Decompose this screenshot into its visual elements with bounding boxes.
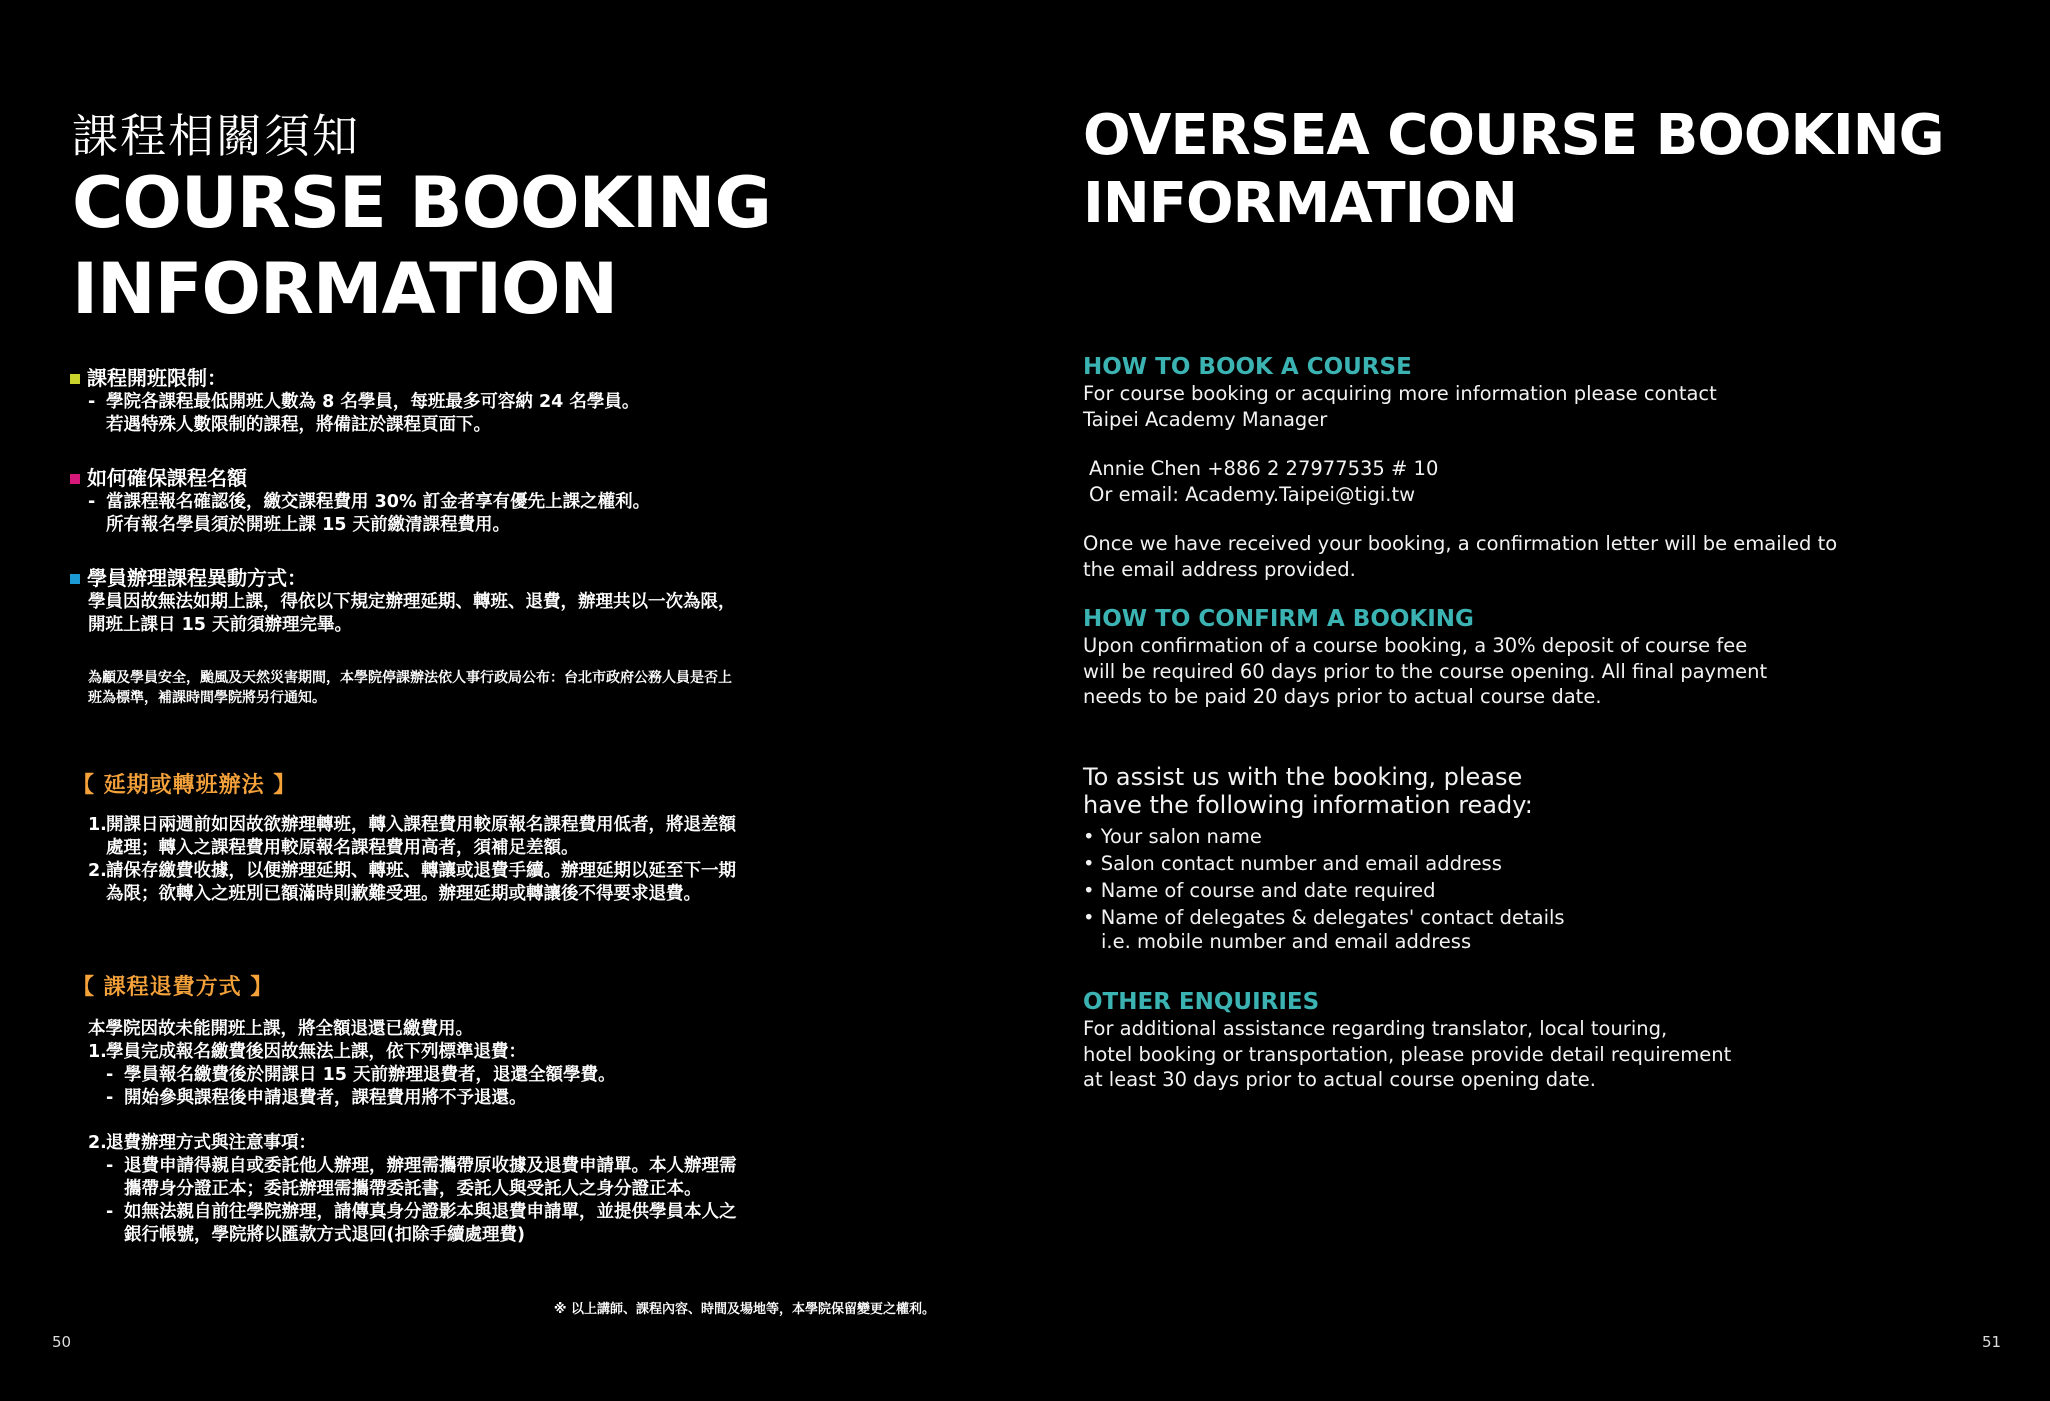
page-number-right: 51 [1982,1333,2002,1351]
section-line: 若遇特殊人數限制的課程，將備註於課程頁面下。 [106,415,491,435]
other-line: hotel booking or transportation, please provide detail requirement [1083,1042,1732,1066]
refund-intro: 本學院因故未能開班上課，將全額退還已繳費用。 [88,1019,473,1039]
section-line: 開班上課日 15 天前須辦理完畢。 [88,615,353,635]
refund-section [72,970,812,1001]
confirm-line: needs to be paid 20 days prior to actual course date. [1083,685,1602,708]
other-enquiries-section [1083,988,1983,1093]
list-item: 開始參與課程後申請退費者，課程費用將不予退還。 [124,1088,527,1108]
book-line: the email address provided. [1083,557,1356,581]
yellow-square-icon [70,374,80,384]
list-item: 請保存繳費收據，以便辦理延期、轉班、轉讓或退費手續。辦理延期以延至下一期 [106,861,736,881]
book-line: Taipei Academy Manager [1083,407,1328,431]
section-line: 學員因故無法如期上課，得依以下規定辦理延期、轉班、退費，辦理共以一次為限， [88,592,736,612]
confirm-line: will be required 60 days prior to the course opening. All final payment [1083,659,1768,683]
note-line: 為顧及學員安全，颱風及天然災害期間，本學院停課辦法依人事行政局公布：台北市政府公務人員是否上 [88,670,732,686]
assist-line: have the following information ready: [1083,791,1533,819]
section-line: 所有報名學員須於開班上課 15 天前繳清課程費用。 [106,515,511,535]
list-item: • Name of course and date required [1083,879,1436,902]
list-item: 退費辦理方式與注意事項： [106,1133,316,1153]
list-item: 退費申請得親自或委託他人辦理，辦理需攜帶原收據及退費申請單。本人辦理需 [124,1156,737,1176]
list-item: 學員報名繳費後於開課日 15 天前辦理退費者，退還全額學費。 [124,1065,616,1085]
how-to-book-section [1083,353,1983,582]
list-item: 為限；欲轉入之班別已額滿時則歉難受理。辦理延期或轉讓後不得要求退費。 [106,884,701,904]
list-item: 如無法親自前往學院辦理，請傳真身分證影本與退費申請單，並提供學員本人之 [124,1202,737,1222]
book-line: Once we have received your booking, a confirmation letter will be emailed to [1083,532,1838,555]
refund-heading: 【 課程退費方式 】 [72,975,274,1000]
page-title-zh: 課程相關須知 [72,109,360,163]
list-item: • Your salon name [1083,825,1262,848]
section-heading: 課程開班限制： [87,366,227,390]
how-to-confirm-section [1083,605,1983,710]
section-heading: 如何確保課程名額 [87,466,247,490]
note-line: 班為標準，補課時間學院將另行通知。 [88,690,326,706]
list-item: 銀行帳號，學院將以匯款方式退回(扣除手續處理費) [124,1225,525,1245]
footnote: ※ 以上講師、課程內容、時間及場地等，本學院保留變更之權利。 [553,1302,935,1317]
typhoon-note [88,668,828,708]
page-number-left: 50 [52,1333,72,1351]
list-item: i.e. mobile number and email address [1101,930,1472,953]
assist-section [1083,763,1983,953]
how-to-book-heading: HOW TO BOOK A COURSE [1083,354,1412,380]
assist-line: To assist us with the booking, please [1083,763,1523,791]
contact-email: Or email: Academy.Taipei@tigi.tw [1089,482,1416,506]
postpone-list: 1.開課日兩週前如因故欲辦理轉班，轉入課程費用較原報名課程費用低者，將退差額 處理；轉入之課程費用較原報名課程費用高者，須補足差額。 2.請保存繳費收據，以便辦理延期、轉班、轉讓或退費手續。辦理延期以延至下一期 為限；欲轉入之班別已額滿時則歉難受理。辦理延期或轉讓後不得要求退費。 [88,814,828,906]
list-item: 攜帶身分證正本；委託辦理需攜帶委託書，委託人與受託人之身分證正本。 [124,1179,702,1199]
section-secure-seat: 如何確保課程名額 - 當課程報名確認後，繳交課程費用 30% 訂金者享有優先上課之權利。 所有報名學員須於開班上課 15 天前繳清課程費用。 [70,465,810,537]
refund-list: 本學院因故未能開班上課，將全額退還已繳費用。 1.學員完成報名繳費後因故無法上課，依下列標準退費： - 學員報名繳費後於開課日 15 天前辦理退費者，退還全額學費。 - 開始參與課程後申請退費者，課程費用將不予退還。 2.退費辦理方式與注意事項： - 退費申請得親自或委託他人辦理，辦理需攜帶原收據及退費申請單。本人辦理需 攜帶身分證正本；委託辦理需攜帶委託書，委託人與受託人之身分證正本。 - 如無法親自前往學院辦理，請傳真身分證影本與退費申請單，並提供學員本人之 銀行帳號，學院將以匯款方式退回(扣除手續處理費) [88,1018,828,1247]
other-line: For additional assistance regarding translator, local touring, [1083,1017,1668,1040]
page-title-line2: INFORMATION [72,248,618,330]
section-line: 當課程報名確認後，繳交課程費用 30% 訂金者享有優先上課之權利。 [106,492,651,512]
other-line: at least 30 days prior to actual course opening date. [1083,1068,1596,1091]
postpone-heading: 【 延期或轉班辦法 】 [72,773,297,798]
section-heading: 學員辦理課程異動方式： [87,566,307,590]
list-item: 學員完成報名繳費後因故無法上課，依下列標準退費： [106,1042,526,1062]
page-title-line1: COURSE BOOKING [72,162,771,244]
list-item: • Name of delegates & delegates' contact details [1083,906,1565,929]
page-title-en [72,160,771,332]
right-page [1025,0,2050,1401]
confirm-line: Upon confirmation of a course booking, a 30% deposit of course fee [1083,634,1748,657]
postpone-section [72,768,812,799]
oversea-title [1083,102,1944,238]
list-item: 處理；轉入之課程費用較原報名課程費用高者，須補足差額。 [106,838,579,858]
section-class-limit: 課程開班限制： - 學院各課程最低開班人數為 8 名學員，每班最多可容納 24 名學員。 若遇特殊人數限制的課程，將備註於課程頁面下。 [70,365,810,437]
book-line: For course booking or acquiring more information please contact [1083,382,1717,405]
list-item: 開課日兩週前如因故欲辦理轉班，轉入課程費用較原報名課程費用低者，將退差額 [106,815,736,835]
oversea-title-line2: INFORMATION [1083,171,1517,236]
blue-square-icon [70,574,80,584]
section-course-change [70,565,810,637]
list-item: • Salon contact number and email address [1083,852,1502,875]
how-to-confirm-heading: HOW TO CONFIRM A BOOKING [1083,606,1474,632]
magenta-square-icon [70,474,80,484]
oversea-title-line1: OVERSEA COURSE BOOKING [1083,103,1944,168]
section-line: 學院各課程最低開班人數為 8 名學員，每班最多可容納 24 名學員。 [106,392,640,412]
other-enquiries-heading: OTHER ENQUIRIES [1083,989,1320,1015]
contact-phone: Annie Chen +886 2 27977535 # 10 [1089,457,1439,480]
